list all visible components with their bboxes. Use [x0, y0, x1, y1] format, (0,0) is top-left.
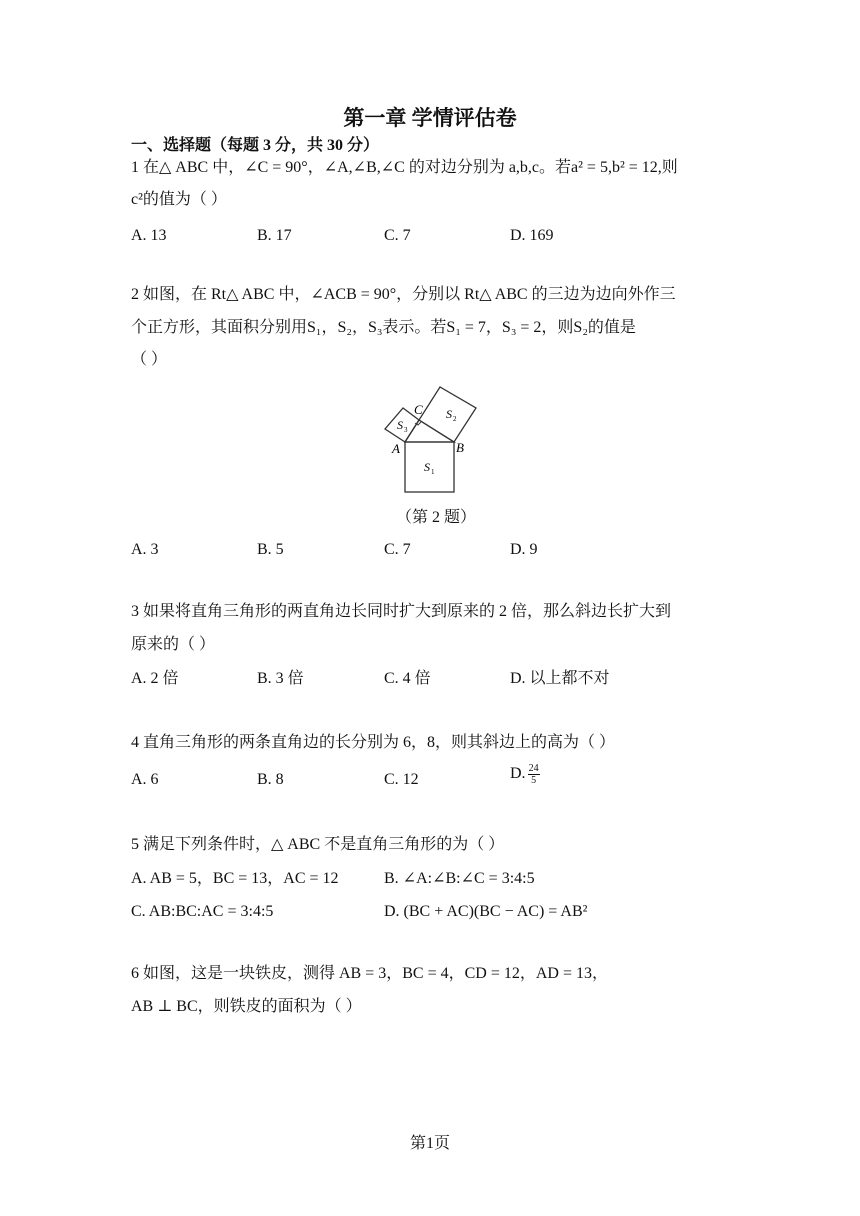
- question-3-option-d: D. 以上都不对: [510, 670, 610, 687]
- question-1-option-c: C. 7: [384, 227, 411, 244]
- fraction-numerator: 24: [528, 763, 539, 774]
- question-1-option-a: A. 13: [131, 227, 167, 244]
- label-a: A: [392, 441, 400, 456]
- question-4-option-d-fraction: [528, 763, 540, 786]
- label-s1-subscript: 1: [431, 468, 435, 476]
- section-heading: 一、选择题（每题 3 分，共 30 分）: [131, 137, 380, 154]
- page-title: 第一章 学情评估卷: [343, 106, 517, 130]
- question-5-option-a: A. AB = 5，BC = 13，AC = 12: [131, 870, 339, 887]
- question-6-line-1: 6 如图，这是一块铁皮，测得 AB = 3，BC = 4，CD = 12，AD = 13，: [131, 965, 609, 982]
- question-2-option-c: C. 7: [384, 541, 411, 558]
- question-2-option-d: D. 9: [510, 541, 538, 558]
- label-c: C: [414, 402, 423, 417]
- question-1-line-1: 1 在△ ABC 中，∠C = 90°，∠A,∠B,∠C 的对边分别为 a,b,c。若a² = 5,b² = 12,则: [131, 159, 678, 176]
- label-b: B: [456, 440, 464, 455]
- question-2-line-3: （ ）: [131, 351, 168, 368]
- fraction-denominator: 5: [531, 775, 537, 786]
- question-3-option-a: A. 2 倍: [131, 670, 179, 687]
- question-4-option-b: B. 8: [257, 771, 284, 788]
- question-5-option-d: D. (BC + AC)(BC − AC) = AB²: [384, 903, 588, 920]
- question-3-option-b: B. 3 倍: [257, 670, 304, 687]
- question-5-option-c: C. AB:BC:AC = 3:4:5: [131, 903, 274, 920]
- question-3-line-2: 原来的（ ）: [131, 636, 216, 653]
- question-5-line-1: 5 满足下列条件时，△ ABC 不是直角三角形的为（ ）: [131, 836, 505, 853]
- question-2-option-a: A. 3: [131, 541, 159, 558]
- label-s2-subscript: 2: [453, 415, 457, 423]
- question-2-line-2: 个正方形，其面积分别用S₁，S₂，S₃表示。若S₁ = 7，S₃ = 2，则S₂的值是: [131, 319, 636, 336]
- label-s1: S: [424, 460, 430, 474]
- question-6-line-2: AB ⊥ BC，则铁皮的面积为（ ）: [131, 998, 362, 1015]
- label-s3: S: [397, 418, 403, 432]
- label-s2: S: [446, 407, 452, 421]
- question-3-line-1: 3 如果将直角三角形的两直角边长同时扩大到原来的 2 倍，那么斜边长扩大到: [131, 603, 672, 620]
- label-s3-subscript: 3: [404, 426, 408, 434]
- question-3-option-c: C. 4 倍: [384, 670, 431, 687]
- page-number: 第1页: [409, 1135, 450, 1152]
- question-4-option-c: C. 12: [384, 771, 419, 788]
- question-4-option-a: A. 6: [131, 771, 159, 788]
- question-2-figure-caption: （第 2 题）: [396, 509, 477, 526]
- question-2-figure: [378, 380, 488, 496]
- question-4-line-1: 4 直角三角形的两条直角边的长分别为 6，8，则其斜边上的高为（ ）: [131, 734, 616, 751]
- question-5-option-b: B. ∠A:∠B:∠C = 3:4:5: [384, 870, 535, 887]
- question-2-line-1: 2 如图，在 Rt△ ABC 中，∠ACB = 90°，分别以 Rt△ ABC 的三边为边向外作三: [131, 286, 676, 303]
- question-1-option-b: B. 17: [257, 227, 292, 244]
- question-1-option-d: D. 169: [510, 227, 554, 244]
- question-1-line-2: c²的值为（ ）: [131, 191, 227, 208]
- question-4-option-d: [510, 763, 540, 786]
- question-4-option-d-label: D.: [510, 765, 526, 783]
- question-2-option-b: B. 5: [257, 541, 284, 558]
